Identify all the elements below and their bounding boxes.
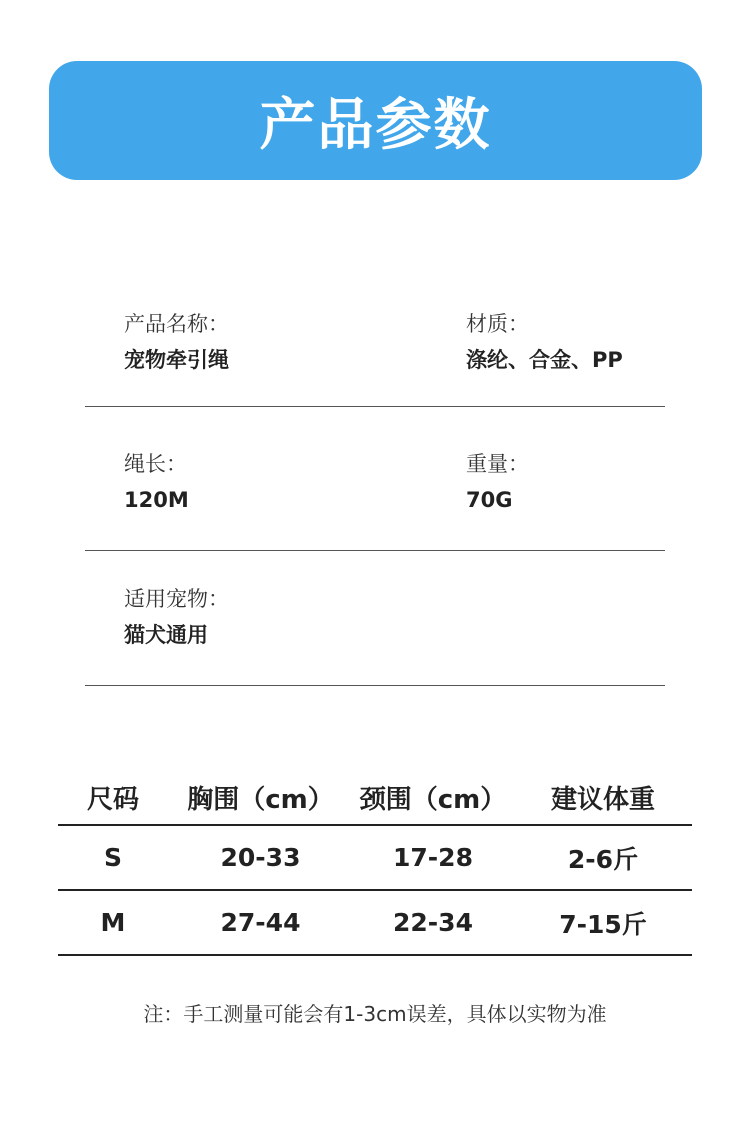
- table-header-row: [58, 770, 692, 824]
- size-table: [58, 770, 692, 956]
- table-cell: 27-44: [220, 908, 301, 937]
- measurement-note: 注：手工测量可能会有1-3cm误差，具体以实物为准: [143, 1002, 607, 1026]
- table-cell: S: [103, 843, 122, 872]
- spec-length: [124, 450, 189, 514]
- page-title: 产品参数: [259, 92, 492, 158]
- spec-value: 70G: [466, 488, 513, 512]
- spec-weight: [466, 450, 529, 514]
- divider: [85, 685, 665, 686]
- table-cell: 17-28: [393, 843, 473, 872]
- spec-value: 涤纶、合金、PP: [466, 348, 623, 372]
- spec-label: 产品名称：: [124, 312, 229, 336]
- spec-product-name: [124, 310, 229, 374]
- spec-label: 绳长：: [124, 452, 187, 476]
- spec-label: 材质：: [466, 312, 529, 336]
- spec-label: 重量：: [466, 452, 529, 476]
- spec-material: [466, 310, 623, 374]
- spec-value: 120M: [124, 488, 189, 512]
- table-cell: M: [100, 908, 126, 937]
- spec-value: 猫犬通用: [124, 623, 208, 647]
- table-row: [58, 889, 692, 956]
- table-header-cell: 尺码: [86, 784, 139, 815]
- divider: [85, 406, 665, 407]
- spec-pet: [124, 585, 229, 649]
- spec-label: 适用宠物：: [124, 587, 229, 611]
- table-cell: 7-15斤: [559, 909, 647, 939]
- table-header-cell: 胸围（cm）: [187, 784, 334, 815]
- table-cell: 20-33: [220, 843, 301, 872]
- header-banner: [49, 61, 702, 180]
- table-cell: 22-34: [393, 908, 473, 937]
- table-header-cell: 建议体重: [550, 784, 655, 815]
- divider: [85, 550, 665, 551]
- table-cell: 2-6斤: [567, 844, 639, 874]
- table-row: [58, 824, 692, 889]
- table-header-cell: 颈围（cm）: [359, 784, 507, 815]
- spec-value: 宠物牵引绳: [124, 348, 229, 372]
